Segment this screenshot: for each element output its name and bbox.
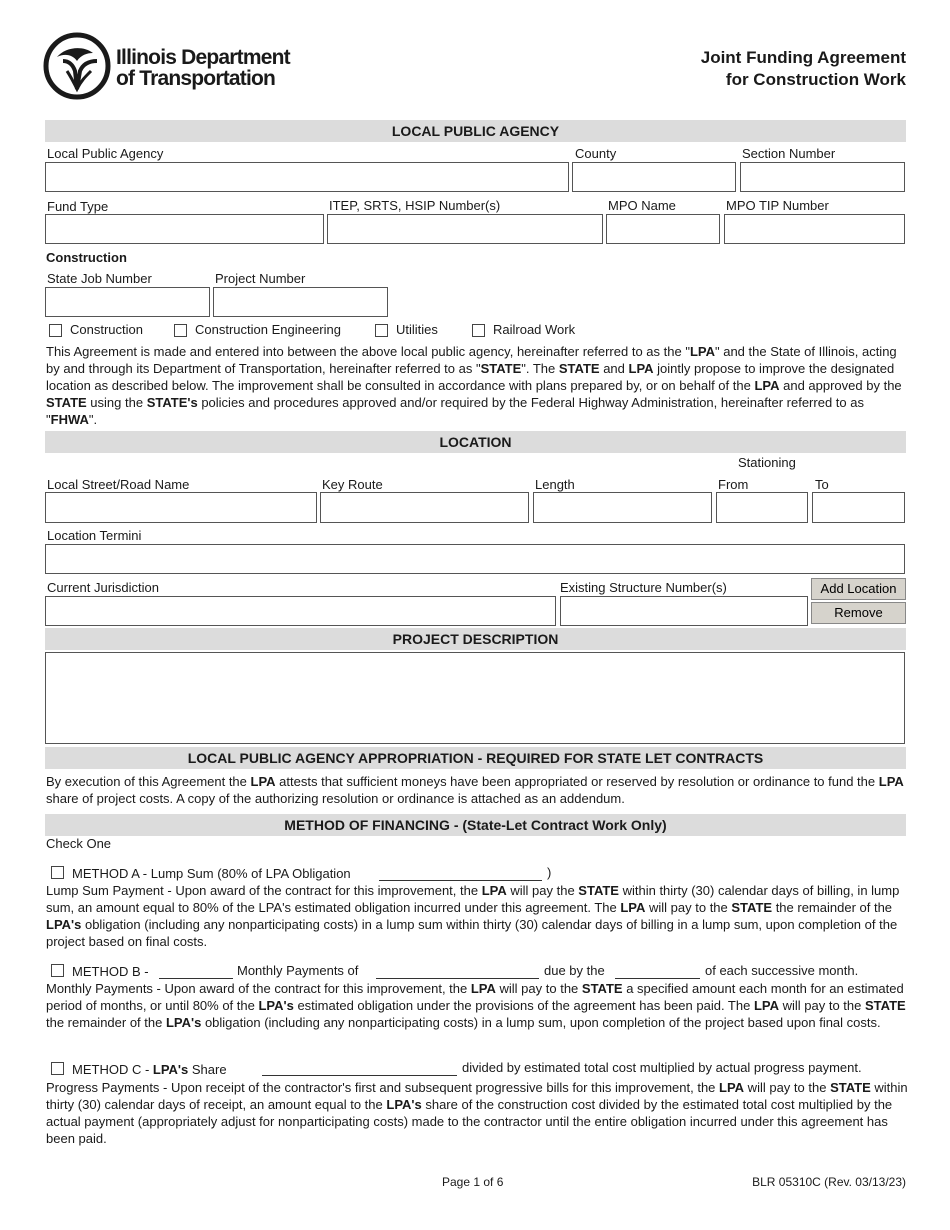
check-one-label: Check One — [46, 836, 112, 851]
stationing-from-input[interactable] — [716, 492, 808, 523]
form-title-line1: Joint Funding Agreement — [700, 48, 906, 67]
railroad-work-checkbox[interactable] — [472, 324, 485, 337]
project-description-textarea[interactable] — [45, 652, 905, 744]
section-number-input[interactable] — [740, 162, 905, 192]
method-a-checkbox[interactable] — [51, 866, 64, 879]
agreement-paragraph: This Agreement is made and entered into between the above local public agency, hereinafter referred to as the "LPA" and the State of Illinois, acting by and through its Department of Transportation, hereinafter referred to as "STATE". The STATE and LPA jointly propose to improve the designated location as described below. The improvement shall be consulted in accordance with plans prepared by, or on behalf of the LPA and approved by the STATE using the STATE's policies and procedures approved and/or required by the Federal Highway Administration, hereinafter referred to as "FHWA". — [46, 344, 902, 427]
idot-logo-icon — [43, 31, 113, 101]
form-number: BLR 05310C (Rev. 03/13/23) — [752, 1175, 906, 1189]
project-number-input[interactable] — [213, 287, 388, 317]
itep-number-input[interactable] — [327, 214, 603, 244]
construction-engineering-checkbox[interactable] — [174, 324, 187, 337]
method-c-tail-label: divided by estimated total cost multiplied by actual progress payment. — [462, 1060, 862, 1075]
method-a-label: METHOD A - Lump Sum (80% of LPA Obligation — [72, 866, 351, 881]
section-header-location: LOCATION — [45, 431, 906, 453]
page-number: Page 1 of 6 — [442, 1175, 504, 1189]
method-c-label: METHOD C - LPA's Share — [72, 1062, 227, 1077]
idot-logo — [43, 31, 298, 101]
method-c-share-field[interactable] — [262, 1061, 457, 1076]
label-local-street: Local Street/Road Name — [47, 477, 190, 492]
local-street-input[interactable] — [45, 492, 317, 523]
label-location-termini: Location Termini — [47, 528, 142, 543]
remove-location-button[interactable]: Remove — [811, 602, 906, 624]
method-b-label: METHOD B - — [72, 964, 149, 979]
method-b-months-field[interactable] — [159, 964, 233, 979]
key-route-input[interactable] — [320, 492, 529, 523]
method-b-due-day-field[interactable] — [615, 964, 700, 979]
label-local-public-agency: Local Public Agency — [47, 146, 164, 161]
label-project-number: Project Number — [215, 271, 306, 286]
method-b-paragraph: Monthly Payments - Upon award of the contract for this improvement, the LPA will pay to the STATE a specified amount each month for an estimated period of months, or until 80% of the LPA's estimated obligation under the provisions of the agreement has been paid. The LPA will pay to the STATE the remainder of the LPA's obligation (including any nonparticipating costs) in a lump sum, upon completion of the project based upon final costs. — [46, 981, 906, 1030]
label-mpo-tip-number: MPO TIP Number — [726, 198, 829, 213]
construction-checkbox[interactable] — [49, 324, 62, 337]
location-termini-input[interactable] — [45, 544, 905, 574]
label-stationing: Stationing — [738, 455, 796, 470]
mpo-tip-number-input[interactable] — [724, 214, 905, 244]
label-fund-type: Fund Type — [47, 199, 109, 214]
method-a-paragraph: Lump Sum Payment - Upon award of the contract for this improvement, the LPA will pay the STATE within thirty (30) calendar days of billing, in lump sum, an amount equal to 80% of the LPA's estimated obligation incurred under this agreement. The LPA will pay to the STATE the remainder of the LPA's obligation (including any nonparticipating costs) in a lump sum within thirty (30) calendar days of billing in a lump sum, upon completion of the project based on final costs. — [46, 883, 900, 949]
length-input[interactable] — [533, 492, 712, 523]
construction-engineering-checkbox-label: Construction Engineering — [195, 322, 341, 337]
construction-checkbox-label: Construction — [70, 322, 143, 337]
state-job-number-input[interactable] — [45, 287, 210, 317]
method-b-amount-field[interactable] — [376, 964, 539, 979]
utilities-checkbox-label: Utilities — [396, 322, 438, 337]
county-input[interactable] — [572, 162, 736, 192]
railroad-work-checkbox-label: Railroad Work — [493, 322, 576, 337]
current-jurisdiction-input[interactable] — [45, 596, 556, 626]
local-public-agency-input[interactable] — [45, 162, 569, 192]
method-c-checkbox[interactable] — [51, 1062, 64, 1075]
section-header-lpa: LOCAL PUBLIC AGENCY — [45, 120, 906, 142]
mpo-name-input[interactable] — [606, 214, 720, 244]
label-current-jurisdiction: Current Jurisdiction — [47, 580, 159, 595]
label-section-number: Section Number — [742, 146, 836, 161]
stationing-to-input[interactable] — [812, 492, 905, 523]
label-itep-number: ITEP, SRTS, HSIP Number(s) — [329, 198, 501, 213]
label-mpo-name: MPO Name — [608, 198, 676, 213]
construction-heading: Construction — [46, 250, 127, 265]
label-existing-structure: Existing Structure Number(s) — [560, 580, 727, 595]
org-name-line2: of Transportation — [116, 67, 276, 90]
method-a-close-paren: ) — [547, 865, 552, 880]
appropriation-paragraph: By execution of this Agreement the LPA attests that sufficient moneys have been appropriated or reserved by resolution or ordinance to fund the LPA share of project costs. A copy of the authorizing resolution or ordinance is attached as an addendum. — [46, 774, 904, 806]
label-length: Length — [535, 477, 575, 492]
org-name-line1: Illinois Department — [116, 46, 290, 69]
label-from: From — [718, 477, 749, 492]
method-b-monthly-label: Monthly Payments of — [237, 963, 359, 978]
method-b-each-label: of each successive month. — [705, 963, 859, 978]
utilities-checkbox[interactable] — [375, 324, 388, 337]
method-a-amount-field[interactable] — [379, 866, 542, 881]
label-county: County — [575, 146, 617, 161]
existing-structure-input[interactable] — [560, 596, 808, 626]
form-title-line2: for Construction Work — [725, 70, 906, 89]
add-location-button[interactable]: Add Location — [811, 578, 906, 600]
method-b-checkbox[interactable] — [51, 964, 64, 977]
section-header-project-description: PROJECT DESCRIPTION — [45, 628, 906, 650]
method-b-dueby-label: due by the — [544, 963, 605, 978]
label-key-route: Key Route — [322, 477, 383, 492]
section-header-financing: METHOD OF FINANCING - (State-Let Contract Work Only) — [45, 814, 906, 836]
label-to: To — [815, 477, 829, 492]
section-header-appropriation: LOCAL PUBLIC AGENCY APPROPRIATION - REQUIRED FOR STATE LET CONTRACTS — [45, 747, 906, 769]
label-state-job-number: State Job Number — [47, 271, 152, 286]
method-c-paragraph: Progress Payments - Upon receipt of the contractor's first and subsequent progressive bills for this improvement, the LPA will pay to the STATE within thirty (30) calendar days of receipt, an amount equal to the LPA's share of the construction cost divided by the estimated total cost multiplied by the actual payment (appropriately adjust for nonparticipating costs) made to the contractor until the entire obligation incurred under this agreement has been paid. — [46, 1080, 908, 1146]
fund-type-select[interactable] — [45, 214, 324, 244]
